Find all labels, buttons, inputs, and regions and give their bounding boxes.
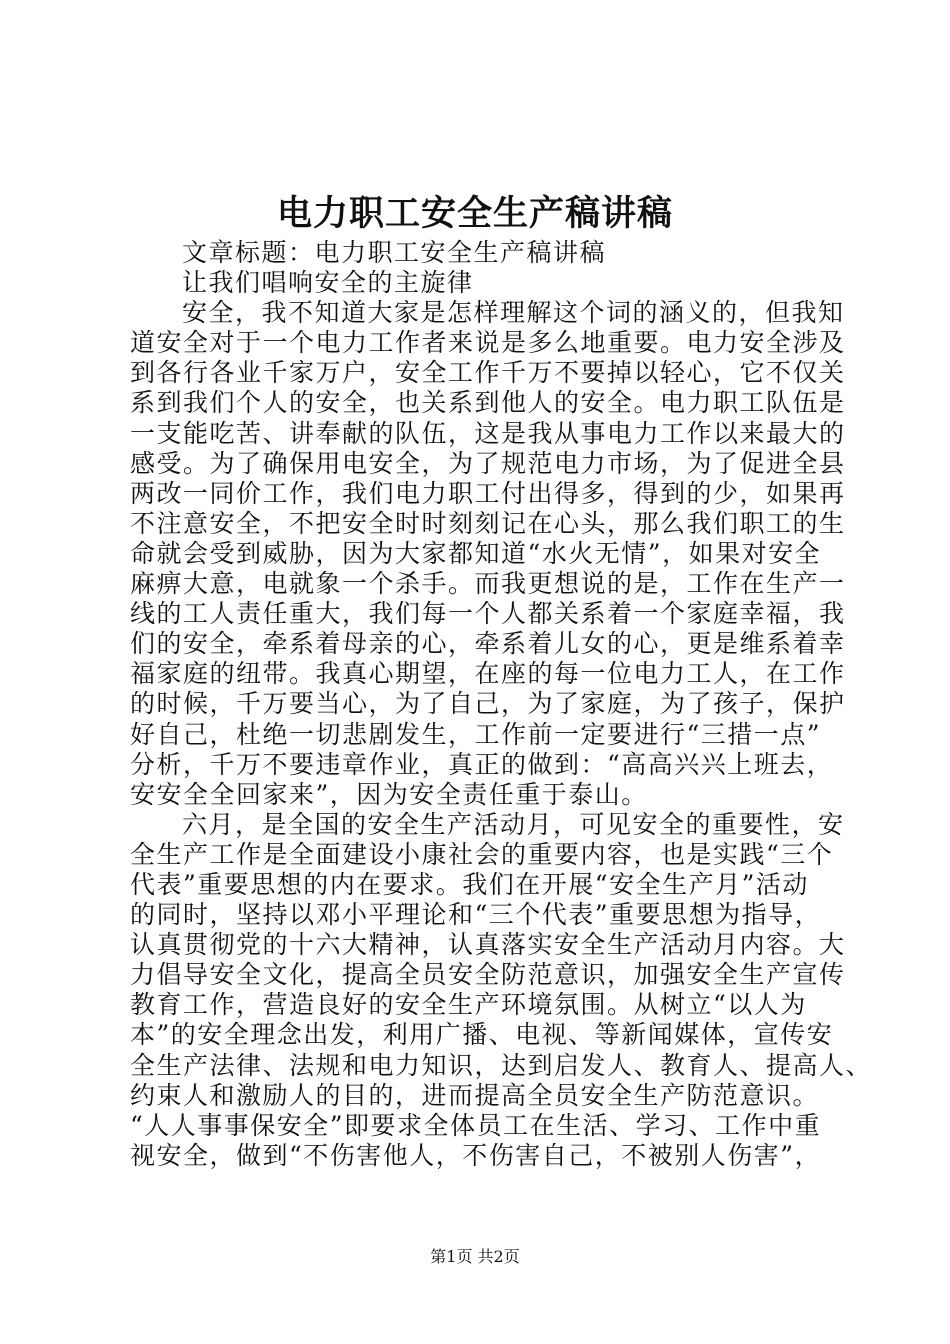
paragraph-line: 安全，我不知道大家是怎样理解这个词的涵义的，但我知 [182, 298, 845, 328]
paragraph-line: 感受。为了确保用电安全，为了规范电力市场，为了促进全县 [130, 448, 846, 478]
paragraph-line: 们的安全，牵系着母亲的心，牵系着儿女的心，更是维系着幸 [130, 629, 846, 659]
paragraph-line: 力倡导安全文化，提高全员安全防范意识，加强安全生产宣传 [130, 960, 846, 990]
paragraph-line: 道安全对于一个电力工作者来说是多么地重要。电力安全涉及 [130, 328, 846, 358]
paragraph-line: 安安全全回家来”，因为安全责任重于泰山。 [130, 779, 648, 809]
paragraph-line: 全生产法律、法规和电力知识，达到启发人、教育人、提高人、 [130, 1050, 873, 1080]
paragraph-line: 约束人和激励人的目的，进而提高全员安全生产防范意识。 [130, 1080, 820, 1110]
paragraph-line: 两改一同价工作，我们电力职工付出得多，得到的少，如果再 [130, 478, 846, 508]
document-title: 电力职工安全生产稿讲稿 [276, 193, 673, 234]
paragraph-line: 福家庭的纽带。我真心期望，在座的每一位电力工人，在工作 [130, 659, 846, 689]
paragraph-line: 分析，千万不要违章作业，真正的做到：“高高兴兴上班去， [130, 749, 834, 779]
document-body [130, 238, 873, 1171]
paragraph-line: “人人事事保安全”即要求全体员工在生活、学习、工作中重 [130, 1110, 822, 1140]
paragraph-line: 认真贯彻党的十六大精神，认真落实安全生产活动月内容。大 [130, 930, 846, 960]
paragraph-line: 视安全，做到“不伤害他人，不伤害自己，不被别人伤害”， [130, 1140, 822, 1170]
paragraph-line: 线的工人责任重大，我们每一个人都关系着一个家庭幸福，我 [130, 599, 846, 629]
paragraph-line: 系到我们个人的安全，也关系到他人的安全。电力职工队伍是 [130, 388, 846, 418]
paragraph-line: 一支能吃苦、讲奉献的队伍，这是我从事电力工作以来最大的 [130, 418, 846, 448]
paragraph-line: 的时候，千万要当心，为了自己，为了家庭，为了孩子，保护 [130, 689, 846, 719]
paragraph-line: 代表”重要思想的内在要求。我们在开展“安全生产月”活动 [130, 869, 809, 899]
article-title-line: 文章标题：电力职工安全生产稿讲稿 [182, 238, 607, 267]
paragraph-line: 本”的安全理念出发，利用广播、电视、等新闻媒体，宣传安 [130, 1020, 834, 1050]
subtitle-line: 让我们唱响安全的主旋律 [182, 268, 474, 298]
paragraph-line: 全生产工作是全面建设小康社会的重要内容，也是实践“三个 [130, 839, 834, 869]
page-number-footer: 第1页 共2页 [430, 1247, 520, 1266]
paragraph-line: 的同时，坚持以邓小平理论和“三个代表”重要思想为指导， [130, 900, 822, 930]
paragraph-line: 命就会受到威胁，因为大家都知道“水火无情”，如果对安全 [130, 538, 822, 568]
paragraph-line: 到各行各业千家万户，安全工作千万不要掉以轻心，它不仅关 [130, 358, 846, 388]
paragraph-line: 不注意安全，不把安全时时刻刻记在心头，那么我们职工的生 [130, 508, 846, 538]
paragraph-line: 教育工作，营造良好的安全生产环境氛围。从树立“以人为 [130, 990, 807, 1020]
paragraph-line: 好自己，杜绝一切悲剧发生，工作前一定要进行“三措一点” [130, 719, 822, 749]
paragraph-line: 六月，是全国的安全生产活动月，可见安全的重要性，安 [182, 809, 845, 839]
paragraph-line: 麻痹大意，电就象一个杀手。而我更想说的是，工作在生产一 [130, 569, 846, 599]
